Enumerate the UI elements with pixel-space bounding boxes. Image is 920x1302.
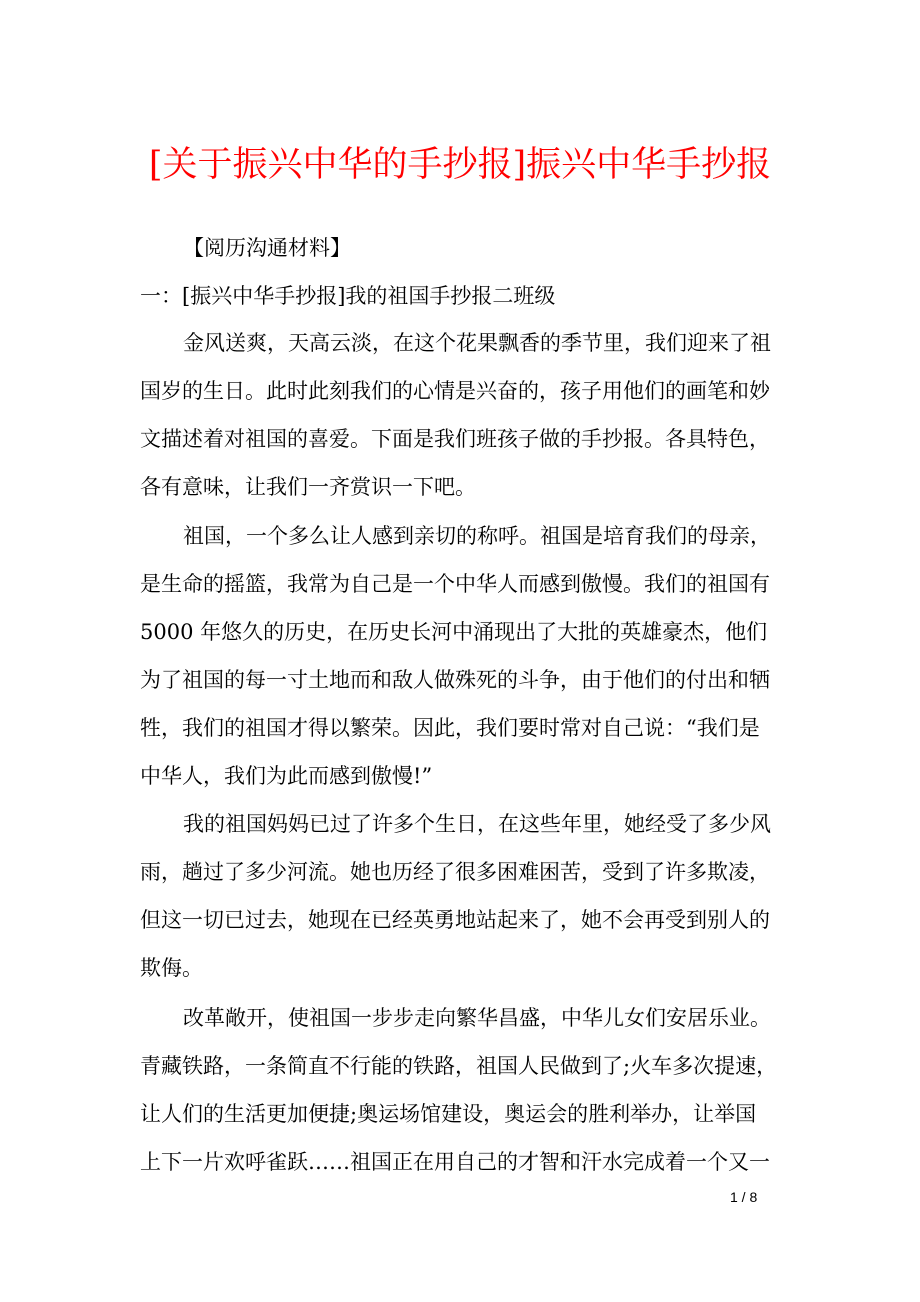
body-line: 是生命的摇篮，我常为自己是一个中华人而感到傲慢。我们的祖国有 xyxy=(140,572,770,596)
body-line: 改革敞开，使祖国一步步走向繁华昌盛，中华儿女们安居乐业。 xyxy=(183,1006,771,1030)
body-line: 5000 年悠久的历史，在历史长河中涌现出了大批的英雄豪杰，他们 xyxy=(140,620,768,644)
body-line: 我的祖国妈妈已过了许多个生日，在这些年里，她经受了多少风 xyxy=(183,812,771,836)
body-line: 为了祖国的每一寸土地而和敌人做殊死的斗争，由于他们的付出和牺 xyxy=(140,668,770,692)
page-indicator: 1 / 8 xyxy=(730,1189,758,1205)
document-title: [关于振兴中华的手抄报]振兴中华手抄报 xyxy=(148,145,772,185)
body-line: 文描述着对祖国的喜爱。下面是我们班孩子做的手抄报。各具特色， xyxy=(140,427,770,451)
body-line: 欺侮。 xyxy=(140,956,203,980)
body-line: 金风送爽，天高云淡，在这个花果飘香的季节里，我们迎来了祖 xyxy=(183,331,771,355)
body-line: 祖国，一个多么让人感到亲切的称呼。祖国是培育我们的母亲， xyxy=(183,524,771,548)
body-line: 青藏铁路，一条简直不行能的铁路，祖国人民做到了;火车多次提速， xyxy=(140,1054,778,1078)
body-line: 中华人，我们为此而感到傲慢!” xyxy=(140,764,433,788)
body-line: 各有意味，让我们一齐赏识一下吧。 xyxy=(140,475,476,499)
section-heading: 一：[振兴中华手抄报]我的祖国手抄报二班级 xyxy=(140,284,556,308)
body-line: 让人们的生活更加便捷;奥运场馆建设，奥运会的胜利举办，让举国 xyxy=(140,1102,757,1126)
material-label: 【阅历沟通材料】 xyxy=(183,236,351,260)
body-line: 国岁的生日。此时此刻我们的心情是兴奋的，孩子用他们的画笔和妙 xyxy=(140,379,770,403)
body-line: 但这一切已过去，她现在已经英勇地站起来了，她不会再受到别人的 xyxy=(140,908,770,932)
body-line: 雨，趟过了多少河流。她也历经了很多困难困苦，受到了许多欺凌， xyxy=(140,860,770,884)
body-line: 上下一片欢呼雀跃……祖国正在用自己的才智和汗水完成着一个又一 xyxy=(140,1150,770,1174)
body-line: 牲，我们的祖国才得以繁荣。因此，我们要时常对自己说：“我们是 xyxy=(140,716,760,740)
